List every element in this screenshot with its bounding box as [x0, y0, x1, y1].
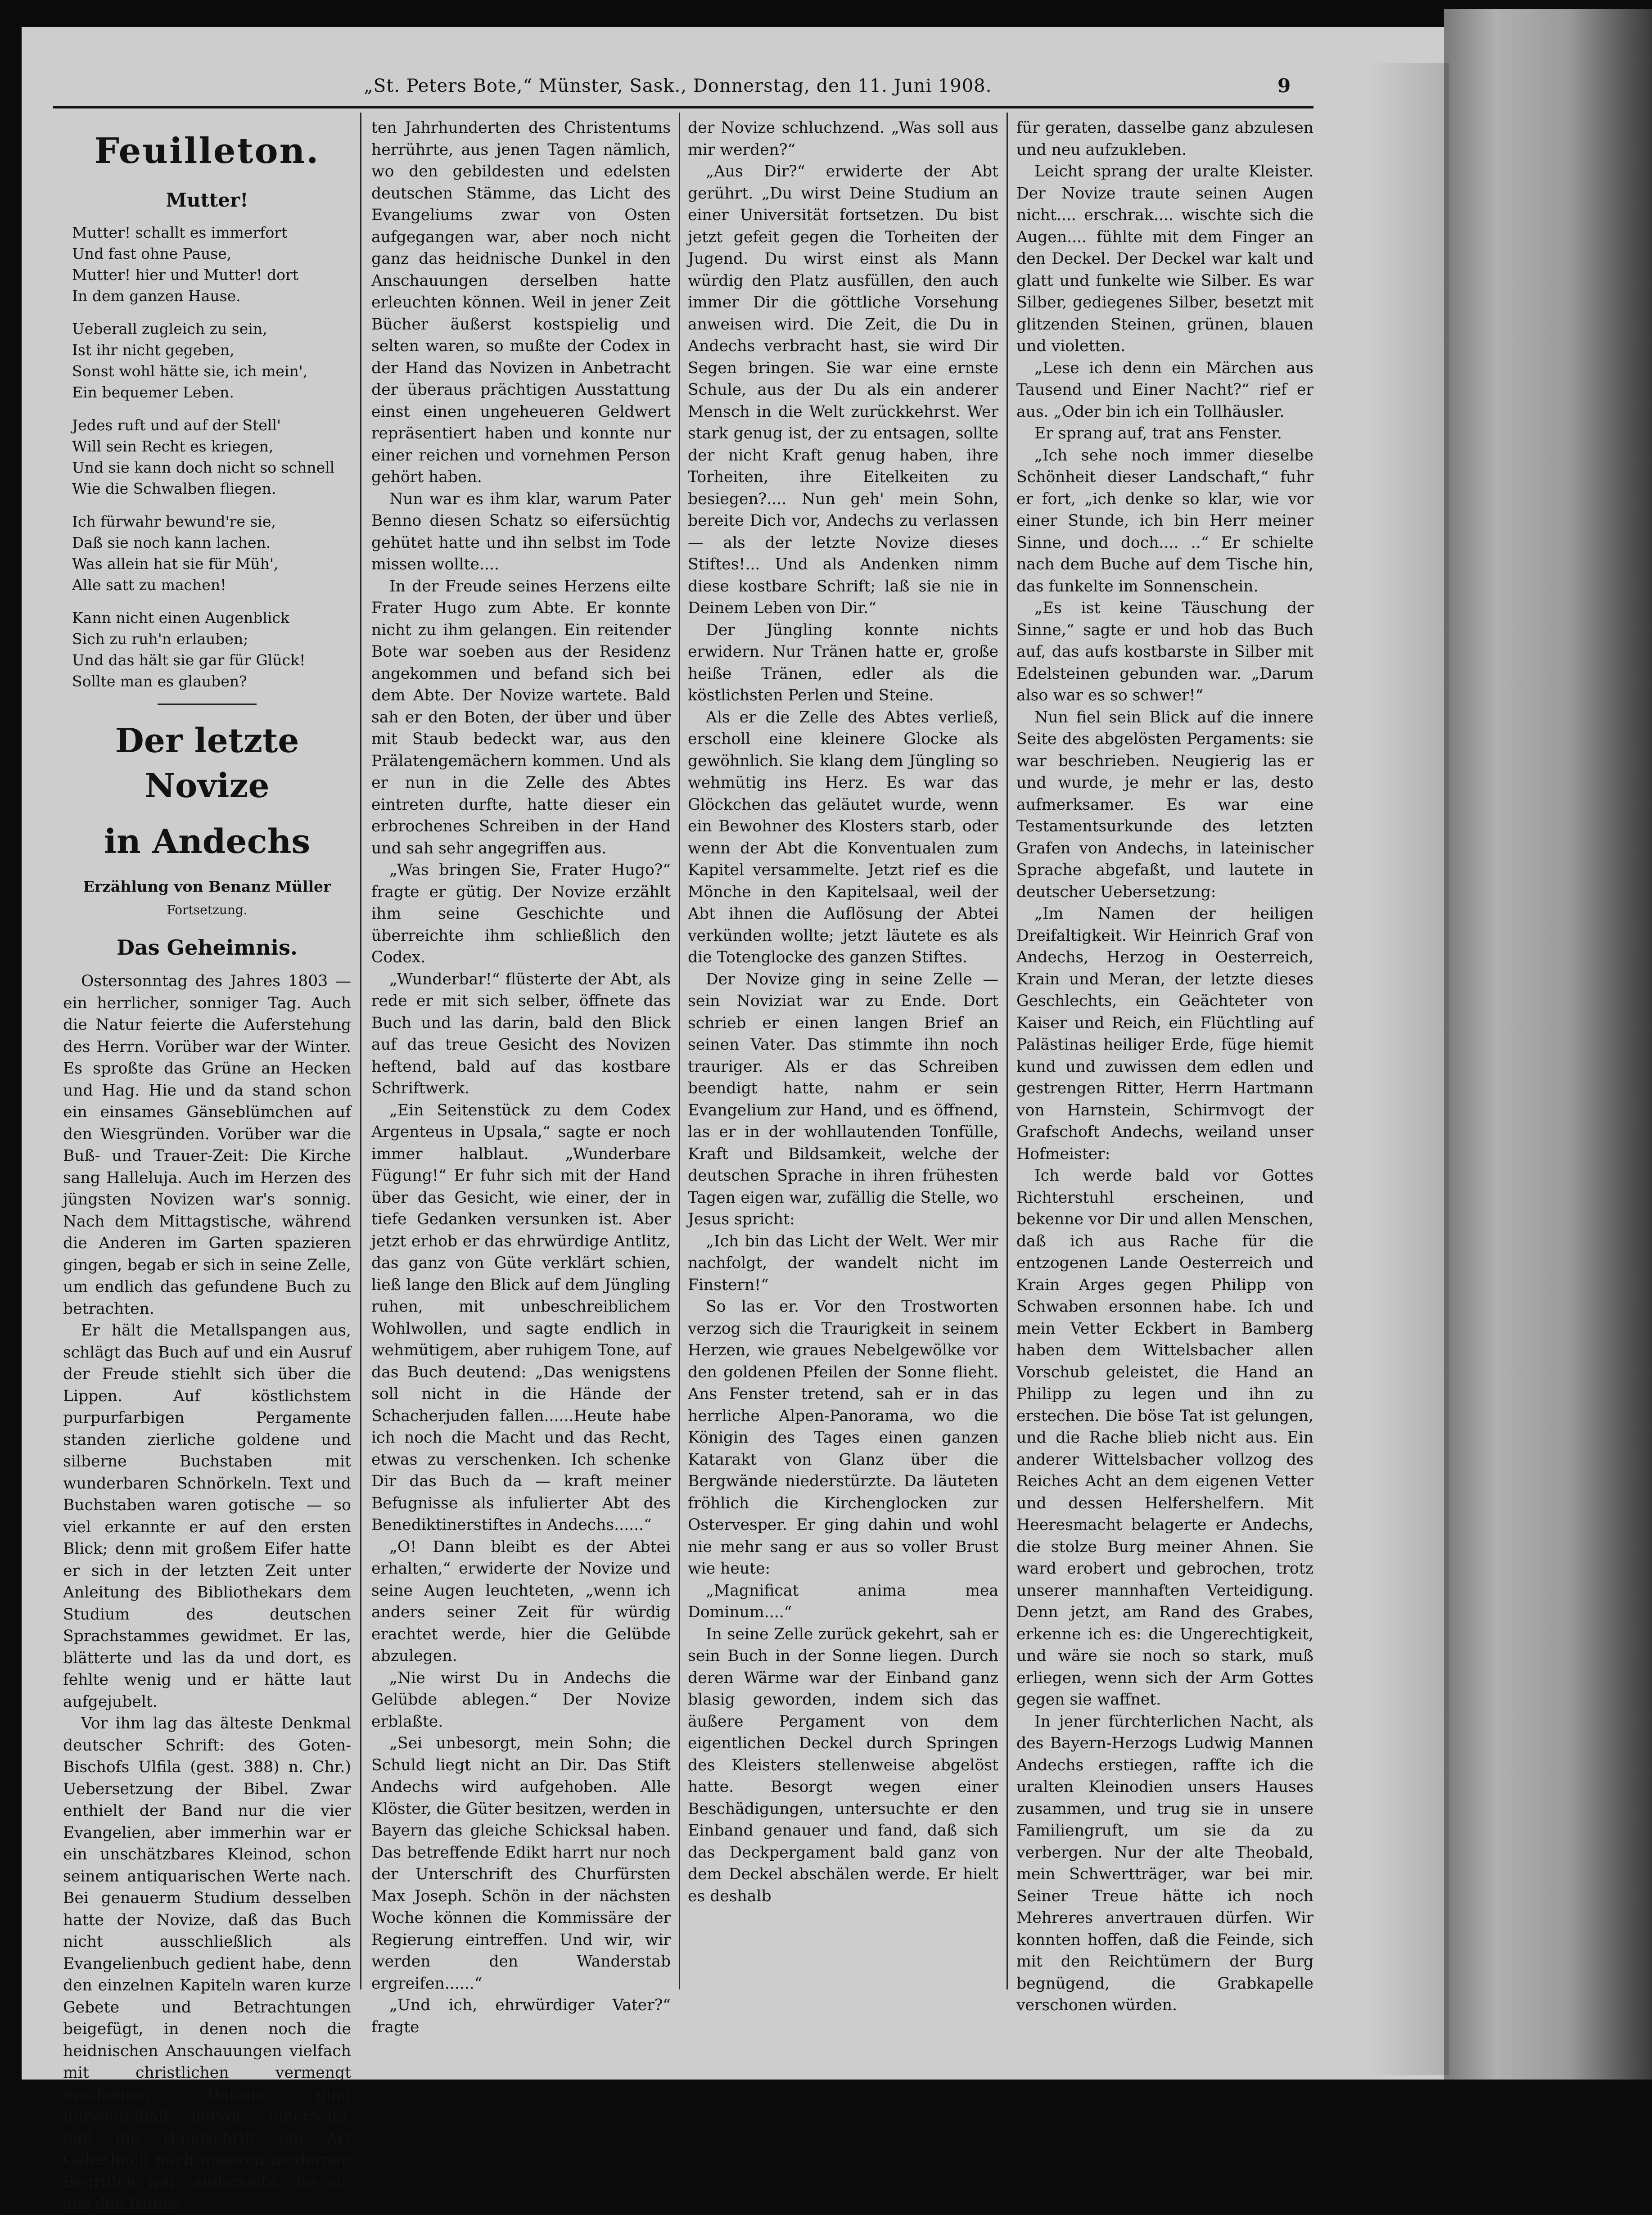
page-number: 9 [1277, 75, 1291, 97]
story-title-line-1: Der letzte Novize [115, 722, 299, 805]
poem-line: Und das hält sie gar für Glück! [72, 651, 306, 669]
column-text [371, 117, 671, 2038]
column-4 [1016, 117, 1313, 2014]
paragraph: Ostersonntag des Jahres 1803 — ein herrlicher, sonniger Tag. Auch die Natur feierte die Auferstehung des Herrn. Vorüber war der Winter. Es sproßte das Grüne an Hecken und Hag. Hie und da stand schon ein einsames Gänseblümchen auf den Wiesgründen. Vorüber war die Buß- und Trauer-Zeit: Die Kirche sang Halleluja. Auch im Herzen des jüngsten Novizen war's sonnig. Nach dem Mittagstische, während die Anderen im Garten spazieren gingen, begab er sich in seine Zelle, um endlich das gefundene Buch zu betrachten. [63, 972, 351, 1318]
paragraph: In seine Zelle zurück gekehrt, sah er sein Buch in der Sonne liegen. Durch deren Wärme war der Einband ganz blasig geworden, indem sich das äußere Pergament von dem eigentlichen Deckel durch Springen des Kleisters stellenweise abgelöst hatte. Besorgt wegen einer Beschädigungen, untersuchte er den Einband genauer und fand, daß sich das Deckpergament bald ganz von dem Deckel abschälen werde. Er hielt es deshalb [688, 1625, 998, 1905]
paragraph: Er sprang auf, trat ans Fenster. [1034, 424, 1282, 442]
paragraph: Nun fiel sein Blick auf die innere Seite des abgelösten Pergaments: sie war beschrieben. Neugierig las er und wurde, je mehr er las, desto aufmerksamer. Es war eine Testamentsurkunde des letzten Grafen von Andechs, in lateinischer Sprache abgefaßt, und lautete in deutscher Uebersetzung: [1016, 708, 1313, 901]
section-divider [158, 704, 257, 705]
paragraph: So las er. Vor den Trostworten verzog sich die Traurigkeit in seinem Herzen, wie graues Nebelgewölke vor den goldenen Pfeilen der Sonne flieht. Ans Fenster tretend, sah er in das herrliche Alpen-Panorama, wo die Königin des Tages einen ganzen Katarakt von Glanz über die Bergwände niederstürzte. Da läuteten fröhlich die Kirchenglocken zur Ostervesper. Er ging dahin und wohl nie mehr sang er aus so voller Brust wie heute: [688, 1298, 998, 1578]
page-header [53, 71, 1313, 107]
header-masthead-line: „St. Peters Bote,“ Münster, Sask., Donnerstag, den 11. Juni 1908. [364, 76, 992, 96]
poem [63, 222, 351, 692]
column-rule [360, 113, 361, 1989]
paragraph: „Sei unbesorgt, mein Sohn; die Schuld liegt nicht an Dir. Das Stift Andechs wird aufgehoben. Alle Klöster, die Güter besitzen, werden in Bayern das gleiche Schicksal haben. Das betreffende Edikt harrt nur noch der Unterschrift des Churfürsten Max Joseph. Schön in der nächsten Woche können die Kommissäre der Regierung eintreffen. Und wir, wir werden den Wanderstab ergreifen......“ [371, 1734, 671, 1993]
poem-line: Will sein Recht es kriegen, [72, 438, 274, 455]
poem-stanza [72, 511, 351, 595]
paragraph: In der Freude seines Herzens eilte Frater Hugo zum Abte. Er konnte nicht zu ihm gelangen. Ein reitender Bote war soeben aus der Residenz angekommen und befand sich bei dem Abte. Der Novize wartete. Bald sah er den Boten, der über und über mit Staub bedeckt war, aus den Prälatengemächern kommen. Und als er nun in die Zelle des Abtes eintreten durfte, hatte dieser ein erbrochenes Schreiben in der Hand und sah sehr angegriffen aus. [371, 577, 671, 857]
poem-stanza [72, 222, 351, 307]
column-text [63, 970, 351, 2215]
paragraph: „Im Namen der heiligen Dreifaltigkeit. Wir Heinrich Graf von Andechs, Herzog in Oesterreich, Krain und Meran, der letzte dieses Geschlechts, ein Geächteter von Kaiser und Reich, ein Flüchtling auf Palästinas heiliger Erde, füge hiemit kund und zuwissen dem edlen und gestrengen Ritter, Herrn Hartmann von Harnstein, Schirmvogt der Grafschoft Andechs, weiland unser Hofmeister: [1016, 905, 1313, 1163]
paragraph: ten Jahrhunderten des Christentums herrührte, aus jenen Tagen nämlich, wo den gebildesten und edelsten deutschen Stämme, das Licht des Evangeliums zwar von Osten aufgegangen war, aber noch nicht ganz das heidnische Dunkel in den Anschauungen derselben hatte erleuchten können. Weil in jener Zeit Bücher äußerst kostspielig und selten waren, so mußte der Codex in der Hand das Novizen in Anbetracht der überaus prächtigen Ausstattung einst einen ungeheueren Geldwert repräsentiert haben und konnte nur einer reichen und vornehmen Person gehört haben. [371, 119, 671, 486]
paragraph: Nun war es ihm klar, warum Pater Benno diesen Schatz so eifersüchtig gehütet hatte und ihn selbst im Tode missen wollte.... [371, 490, 671, 573]
column-text [1016, 117, 1313, 2017]
paragraph: Vor ihm lag das älteste Denkmal deutscher Schrift: des Goten-Bischofs Ulfila (gest. 388) n. Chr.) Uebersetzung der Bibel. Zwar enthielt der Band nur die vier Evangelien, aber immerhin war er ein unschätzbares Kleinod, schon seinem antiquarischen Werte nach. Bei genauerm Studium desselben hatte der Novize, daß das Buch nicht ausschließlich als Evangelienbuch gedient habe, denn den einzelnen Kapiteln waren kurze Gebete und Betrachtungen beigefügt, in denen noch die heidnischen Anschauungen vielfach mit christlichen vermengt erscheinen. Daraus ging unzweifelhaft hervor: einerseits, daß die Handschrift ein Art Gebetbuch nach unseren modernen Begriffen war; anderseits, das sie aus den frühes- [63, 1714, 351, 2213]
poem-title: Mutter! [166, 189, 248, 211]
poem-line: Daß sie noch kann lachen. [72, 534, 271, 551]
poem-line: Sich zu ruh'n erlauben; [72, 630, 248, 648]
paragraph: Als er die Zelle des Abtes verließ, erscholl eine kleinere Glocke als gewöhnlich. Sie klang dem Jüngling so wehmütig ins Herz. Es war das Glöckchen das geläutet wurde, wenn ein Bewohner des Klosters starb, oder wenn der Abt die Konventualen zum Kapitel versammelte. Jetzt rief es die Mönche in den Kapitelsaal, weil der Abt ihnen die Auflösung der Abtei verkünden wollte; jetzt läutete es als die Totenglocke des ganzen Stiftes. [688, 708, 998, 966]
paragraph: Er hält die Metallspangen aus, schlägt das Buch auf und ein Ausruf der Freude stiehlt sich über die Lippen. Auf köstlichstem purpurfarbigen Pergamente standen zierliche goldene und silberne Buchstaben mit wunderbaren Schnörkeln. Text und Buchstaben waren gotische — so viel erkannte er auf den ersten Blick; denn mit großem Eifer hatte er sich in der letzten Zeit unter Anleitung des Bibliothekars dem Studium des deutschen Sprachstammes gewidmet. Er las, blätterte und las da und dort, es fehlte wenig und er hätte laut aufgejubelt. [63, 1322, 351, 1711]
paragraph: „Ein Seitenstück zu dem Codex Argenteus in Upsala,“ sagte er noch immer halblaut. „Wunderbare Fügung!“ Er fuhr sich mit der Hand über das Gesicht, wie einer, der in tiefe Gedanken versunken ist. Aber jetzt erhob er das ehrwürdige Antlitz, das ganz von Güte verklärt schien, ließ lange den Blick auf dem Jüngling ruhen, mit unbeschreiblichem Wohlwollen, und sagte endlich in wehmütigem, aber ruhigem Tone, auf das Buch deutend: „Das wenigstens soll nicht in die Hände der Schacherjuden fallen......Heute habe ich noch die Macht und das Recht, etwas zu verschenken. Ich schenke Dir das Buch da — kraft meiner Befugnisse als infulierter Abt des Benediktinerstiftes in Andechs......“ [371, 1101, 671, 1534]
chapter-title: Das Geheimnis. [117, 935, 298, 960]
feuilleton-heading: Feuilleton. [94, 131, 320, 171]
column-1 [63, 117, 351, 2213]
poem-line: Alle satt zu machen! [72, 576, 226, 594]
page-edge-shading [1368, 63, 1449, 2075]
poem-line: Jedes ruft und auf der Stell' [72, 416, 281, 434]
paragraph: für geraten, dasselbe ganz abzulesen und neu aufzukleben. [1016, 119, 1313, 159]
header-rule [53, 106, 1313, 108]
paragraph: „Lese ich denn ein Märchen aus Tausend und Einer Nacht?“ rief er aus. „Oder bin ich ein Tollhäusler. [1016, 359, 1313, 421]
paragraph: „Nie wirst Du in Andechs die Gelübde ablegen.“ Der Novize erblaßte. [371, 1669, 671, 1731]
paragraph: Ich werde bald vor Gottes Richterstuhl erscheinen, und bekenne vor Dir und allen Menschen, daß ich aus Rache für die entzogenen Lande Oesterreich und Krain Arges gegen Philipp von Schwaben ersonnen habe. Ich und mein Vetter Eckbert in Bamberg haben dem Wittelsbacher allen Vorschub geleistet, die Hand an Philipp zu legen und ihn zu erstechen. Die böse Tat ist gelungen, und die Rache blieb nicht aus. Ein anderer Wittelsbacher vollzog des Reiches Acht an dem eigenen Vetter und dessen Helfershelfern. Mit Heeresmacht belagerte er Andechs, die stolze Burg meiner Ahnen. Sie ward erobert und gebrochen, trotz unserer mannhaften Verteidigung. Denn jetzt, am Rand des Grabes, erkenne ich es: die Ungerechtigkeit, und wäre sie noch so stark, muß erliegen, wenn sich der Arm Gottes gegen sie waffnet. [1016, 1167, 1313, 1709]
paragraph: „Ich bin das Licht der Welt. Wer mir nachfolgt, der wandelt nicht im Finstern!“ [688, 1232, 998, 1294]
column-rule [679, 113, 680, 1989]
continued-note: Fortsetzung. [167, 902, 248, 917]
poem-line: Ueberall zugleich zu sein, [72, 320, 267, 338]
poem-line: Ist ihr nicht gegeben, [72, 341, 235, 359]
paragraph: In jener fürchterlichen Nacht, als des Bayern-Herzogs Ludwig Mannen Andechs erstiegen, raffte ich die uralten Kleinodien unsers Hauses zusammen, und trug sie in unsere Familiengruft, um sie da zu verbergen. Nur der alte Theobald, mein Schwertträger, war bei mir. Seiner Treue hätte ich noch Mehreres anvertrauen dürfen. Wir konnten hoffen, daß die Feinde, sich mit den Reichtümern der Burg begnügend, die Grabkapelle verschonen würden. [1016, 1712, 1313, 2014]
poem-line: Kann nicht einen Augenblick [72, 609, 289, 627]
paragraph: Leicht sprang der uralte Kleister. Der Novize traute seinen Augen nicht.... erschrak.... wischte sich die Augen.... fühlte mit dem Finger an den Deckel. Der Deckel war kalt und glatt und funkelte wie Silber. Es war Silber, gediegenes Silber, besetzt mit glitzenden Steinen, grünen, blauen und violetten. [1016, 162, 1313, 355]
poem-line: Was allein hat sie für Müh', [72, 555, 279, 573]
poem-line: Wie die Schwalben fliegen. [72, 480, 276, 497]
poem-line: Und sie kann doch nicht so schnell [72, 459, 335, 476]
paragraph: „Magnificat anima mea Dominum....“ [688, 1581, 998, 1621]
poem-line: Und fast ohne Pause, [72, 245, 232, 262]
story-byline: Erzählung von Benanz Müller [83, 878, 331, 895]
poem-stanza [72, 415, 351, 499]
story-title-line-2: in Andechs [104, 822, 311, 861]
poem-stanza [72, 318, 351, 403]
paragraph: der Novize schluchzend. „Was soll aus mir werden?“ [688, 119, 998, 159]
poem-stanza [72, 607, 351, 692]
poem-line: Mutter! hier und Mutter! dort [72, 266, 298, 284]
paragraph: „Aus Dir?“ erwiderte der Abt gerührt. „Du wirst Deine Studium an einer Universität fortsetzen. Du bist jetzt gefeit gegen die Torheiten der Jugend. Du wirst einst als Mann würdig den Platz ausfüllen, den auch immer Dir die göttliche Vorsehung anweisen wird. Die Zeit, die Du in Andechs verbracht hast, sie wird Dir Segen bringen. Sie war eine ernste Schule, aus der Du als ein anderer Mensch in die Welt zurückkehrst. Wer stark genug ist, der zu entsagen, sollte der nicht Kraft genug haben, ihre Torheiten, ihre Eitelkeiten zu besiegen?.... Nun geh' mein Sohn, bereite Dich vor, Andechs zu verlassen — als der letzte Novize dieses Stiftes!... Und als Andenken nimm diese kostbare Schrift; laß sie nie in Deinem Leben von Dir.“ [688, 162, 998, 617]
column-rule [1007, 113, 1008, 1989]
paragraph: Der Novize ging in seine Zelle — sein Noviziat war zu Ende. Dort schrieb er einen langen Brief an seinen Vater. Das stimmte ihn noch trauriger. Als er das Schreiben beendigt hatte, nahm er sein Evangelium zur Hand, und es öffnend, las er in der wohllautenden Tonfülle, Kraft und Bildsamkeit, welche der deutschen Sprache in ihren frühesten Tagen eigen war, zufällig die Stelle, wo Jesus spricht: [688, 970, 998, 1228]
paragraph: „Ich sehe noch immer dieselbe Schönheit dieser Landschaft,“ fuhr er fort, „ich denke so klar, wie vor einer Stunde, ich bin Herr meiner Sinne, und doch.... ..“ Er schielte nach dem Buche auf dem Tische hin, das funkelte im Sonnenschein. [1016, 446, 1313, 595]
poem-line: Sollte man es glauben? [72, 672, 247, 690]
poem-line: In dem ganzen Hause. [72, 287, 241, 305]
page-fold-shadow [1444, 9, 1652, 2080]
paragraph: Der Jüngling konnte nichts erwidern. Nur Tränen hatte er, große heiße Tränen, edler als die köstlichsten Perlen und Steine. [688, 621, 998, 704]
column-text [688, 117, 998, 1907]
paragraph: „Was bringen Sie, Frater Hugo?“ fragte er gütig. Der Novize erzählt ihm seine Geschichte und überreichte ihm schließlich den Codex. [371, 861, 671, 966]
paragraph: „Wunderbar!“ flüsterte der Abt, als rede er mit sich selber, öffnete das Buch und las darin, bald den Blick auf das treue Gesicht des Novizen heftend, bald auf das kostbare Schriftwerk. [371, 970, 671, 1097]
column-2 [371, 117, 671, 2036]
poem-line: Sonst wohl hätte sie, ich mein', [72, 362, 308, 380]
column-3 [688, 117, 998, 2007]
paragraph: „Und ich, ehrwürdiger Vater?“ fragte [371, 1996, 671, 2036]
paragraph: „Es ist keine Täuschung der Sinne,“ sagte er und hob das Buch auf, das aufs kostbarste in Silber mit Edelsteinen gebunden war. „Darum also war es so schwer!“ [1016, 599, 1313, 704]
poem-line: Ich fürwahr bewund're sie, [72, 513, 276, 530]
poem-line: Mutter! schallt es immerfort [72, 224, 288, 241]
poem-line: Ein bequemer Leben. [72, 383, 234, 401]
paragraph: „O! Dann bleibt es der Abtei erhalten,“ erwiderte der Novize und seine Augen leuchteten, „wenn ich anders seiner Zeit für würdig erachtet werde, hier die Gelübde abzulegen. [371, 1538, 671, 1665]
